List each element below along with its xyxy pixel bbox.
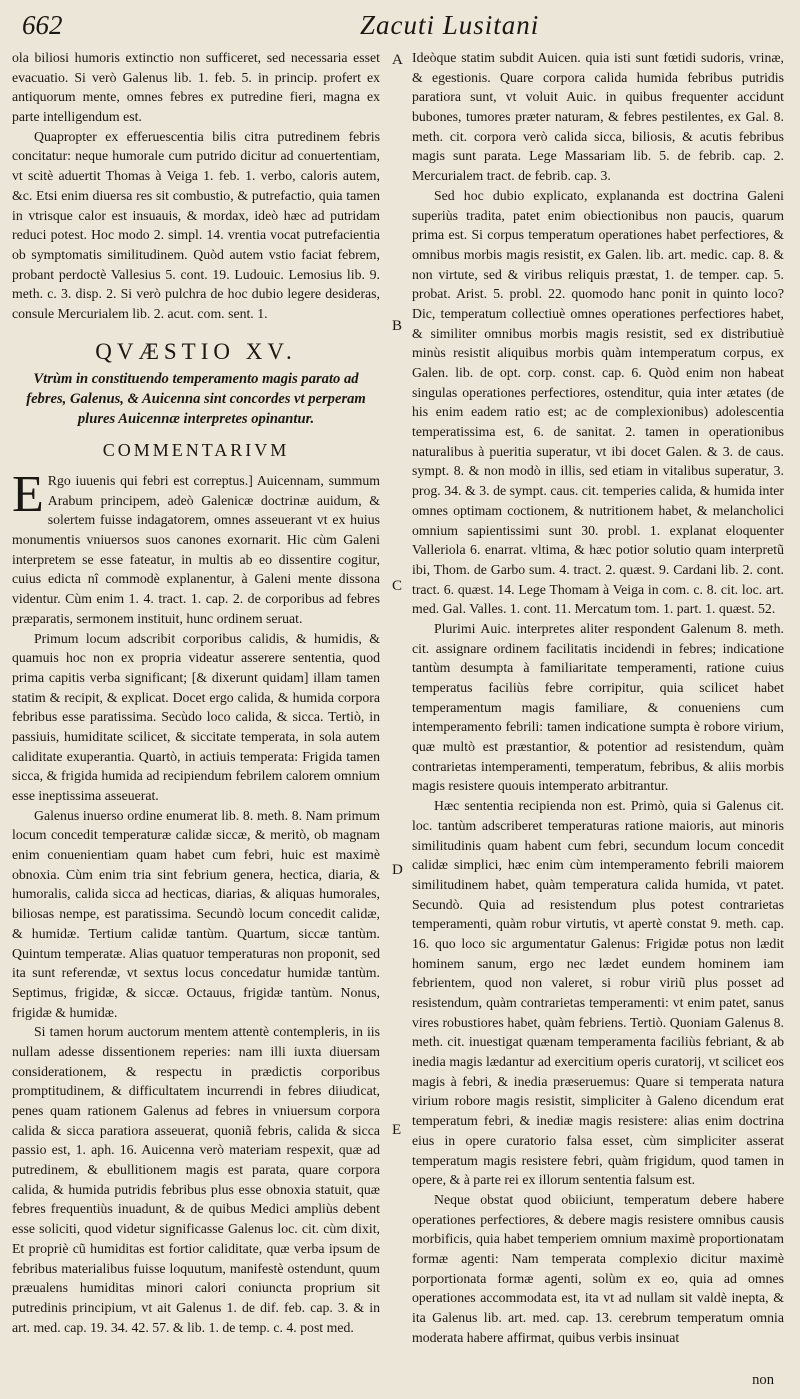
paragraph-text: Rgo iuuenis qui febri est correptus.] Auicennam, summum Arabum principem, adeò Galenicæ doctrinæ auidum, & solertem fuisse indagatorem, omnes asseuerant vt ex huius monumentis vniuersos suos canones exornarit. Hic cùm Galeni interpretem se esse fateatur, in multis ab eo dissentire cogitur, cuius edicta nî commodè explanentur, à Galeni mente dissona videntur. Cùm enim 1. 4. tract. 1. cap. 2. de corporibus ad febres præparatis, sermonem instituit, hunc ordinem seruat. (12, 473, 380, 626)
paragraph: Plurimi Auic. interpretes aliter respondent Galenum 8. meth. cit. assignare ordinem facilitatis incidendi in febres; indicatione tantùm desumpta à familiaritate temperamenti, ratione cuius temperatus faciliùs febre corripitur, quia scilicet habet temperamentum magis familiare, & conueniens cum intemperamento febrili: tamen indicatione sumpta è robore virium, quæ multò est præstantior, & potentior ad resistendum, quàm contrarietas intemperamenti, temperatum, febribus, & aliis morbis magis resistere quouis intemperato arbitrantur. (412, 620, 784, 794)
paragraph: Sed hoc dubio explicato, explananda est doctrina Galeni superiùs tradita, patet enim obiectionibus non paucis, quarum prima est. Si corpus temperatum operationes habet perfectiores, & omnibus morbis magis resistit, ex Galen. lib. art. medic. cap. 8. & non virtute, sed & viribus reliquis præstat, 1. de temper. cap. 5. probat. Arist. 5. probl. 22. quomodo hanc ponit in quinto loco? Dic, temperatum collectiuè omnes operationes perfectiores habet, & similiter omnibus morbis magis resistit, sed ex distributiuè minùs resistit aliquibus morbis quàm intemperatum corpus, ex Galen. lib. de opt. corp. const. cap. 6. Quòd enim non habeat singulas operationes perfectiores, ostenditur, quia inter ætates (de his enim eadem ratio est; ac de complexionibus) adolescentia temperatissima est, 6. de sanitat. 2. tamen in operationibus naturalibus à pueritia superatur, vt ibi docet Galen. & 3. de caus. sympt. 8. & non modò in illis, sed etiam in vitalibus superatur, 3. prog. 34. & 3. de sympt. caus. cit. temperies calida, & humida inter omnes optimam coctionem, & nutritionem habet, & melancholici omnium sapientissimi sunt 30. probl. 1. explanat eloquenter Valleriola 6. enarrat. vltima, & hæc potior solutio quam interpretũ ibi, Thom. de Garbo sum. 4. tract. 2. quæst. 9. Cardani lib. 2. cont. tract. 6. quæst. 14. Lege Thomam à Veiga in com. c. 8. cit. loc. art. med. Gal. Valles. 1. cont. 11. Mercatum tom. 1. part. 1. quæst. 52. (412, 187, 784, 617)
margin-letter-e: E (392, 1122, 402, 1138)
paragraph: ola biliosi humoris extinctio non sufficeret, sed necessaria esset evacuatio. Si verò Galenus lib. 1. feb. 5. in princip. profert ex antiquorum mente, omnes febres ex putredine fieri, magna ex parte intelligendum est. (12, 50, 380, 125)
catchword: non (752, 1372, 774, 1388)
paragraph: Neque obstat quod obiiciunt, temperatum debere habere operationes perfectiores, & debere magis resistere omnibus causis morbificis, quia habet temperiem omnium maximè proportionatam formæ agenti: Nam temperata complexio dicitur maximè porportionata formæ agenti, solùm ex eo, quia ad omnes operationes accommodata est, ita vt ad nullam sit valdè inepta, & ita Galenus lib. art. med. cap. 13. cerebrum temperatum omnia moderata habere affirmat, quibus verbis insinuat (412, 1191, 784, 1345)
margin-letter-b: B (392, 318, 403, 334)
question-title: QVÆSTIO XV. (95, 338, 297, 364)
left-column (12, 48, 380, 1337)
right-column (412, 48, 784, 1347)
running-title: Zacuti Lusitani (360, 10, 540, 40)
paragraph: Ideòque statim subdit Auicen. quia isti sunt fœtidi sudoris, vrinæ, & egestionis. Quare corpora calida humida febribus putridis paratiora sunt, vt voluit Auic. in quibus frequenter accidunt bubones, tumores præter naturam, & febres pestilentes, ex Gal. 8. meth. cit. corpora verò calida sicca, biliosis, & acutis febribus magis sunt parata. Lege Massariam lib. 5. de febrib. cap. 2. Mercurialem tract. de febrib. cap. 3. (412, 50, 784, 184)
question-subtitle: Vtrùm in constituendo temperamento magis parato ad febres, Galenus, & Auicenna sint concordes vt perperam plures Auicennæ interpretes opinantur. (26, 371, 366, 428)
paragraph (12, 466, 380, 629)
paragraph: Galenus inuerso ordine enumerat lib. 8. meth. 8. Nam primum locum concedit temperaturæ calidæ siccæ, & meritò, ob magnam enim conuenientiam quam habet cum febri, huic est maximè obnoxia. Cùm enim tria sint febrium genera, hectica, diaria, & humoralis, calida sicca ad hecticas, diarias, & aliquas humorales, biliosas nempe, est paratissima. Secundò locum concedit calidæ, & humidæ. Tertium calidæ tantùm. Quartum, siccæ tantùm. Quintum temperatæ. Alias quatuor temperaturas non proponit, sed ita sunt referendæ, vt sextus locus concedatur humidæ tantùm. Septimus, frigidæ, & siccæ. Octauus, frigidæ tantùm. Nonus, frigidæ & humidæ. (12, 807, 380, 1020)
margin-letter-d: D (392, 862, 403, 878)
paragraph: Primum locum adscribit corporibus calidis, & humidis, & quamuis hoc non ex propria videatur asserere sententia, quod prima capitis verba significant; [& dixerunt quidam] illam tamen statim & recipit, & explicat. Docet ergo calida, & humida corpora febribus esse paratissima. Secùdo loco calida, & sicca. Tertiò, in passiuis, humiditate scilicet, & siccitate temperata, in sola autem caliditate exuperantia. Quartò, in actiuis temperata: Frigida tamen sicca, & frigida humida ad recipiendum febrilem calorem omnium esse ineptissima asseuerat. (12, 630, 380, 803)
drop-cap: E (12, 466, 44, 523)
paragraph: Si tamen horum auctorum mentem attentè contempleris, in iis nullam adesse dissentionem reperies: nam illi iuxta diuersam considerationem, & respectu in prædictis corporibus promptitudinem, & difficultatem incurrendi in febres diiudicat, penes quam rationem Galenus ad febres in vniuersum corpora calida & sicca paratiora asseuerat, quoniã febris, calida & sicca passio est, 1. aph. 16. Auicenna verò materiam respexit, quæ ad putredinem, & ebullitionem magis est parata, quare corpora calida, & humida putridis febribus plus esse obnoxia statuit, quæ febres frequentiùs inuadunt, & de quibus Medici ampliùs debent esse soliciti, quod videtur significasse Galenus loc. cit. cùm dixit, Et propriè cũ humiditas est fortior caliditate, quæ verba ipsum de febribus materialibus fuisse loquutum, manifestè ostendunt, quum præualens humiditas minori calori coniuncta proprium sit putredinis principium, vt ait Galenus 1. de dif. feb. cap. 3. & in art. med. cap. 19. 34. 42. 57. & lib. 1. de temp. c. 4. post med. (12, 1024, 380, 1335)
margin-letter-a: A (392, 52, 403, 68)
page-number: 662 (22, 10, 63, 40)
page-header (22, 10, 770, 44)
paragraph: Hæc sententia recipienda non est. Primò, quia si Galenus cit. loc. tantùm adscriberet temperaturas ratione maioris, aut minoris similitudinis quam habent cum febri, secundum locum concedit calidæ simplici, hæc enim cùm intemperamento febrili maiorem similitudinem habet, quàm temperatura calida humida, vt patet. Secundò. Quia ad resistendum plus potest contrarietas temperamenti, quàm robur virtutis, vt apertè constat 9. meth. cap. 16. quo loco sic argumentatur Galenus: Frigidæ potus non lædit hominem sanum, ergo nec lædet eundem hominem iam febrientem, quod non valeret, si robur viriũ plus posset ad resistendum, quàm contrarietas temperamenti: vt enim patet, sanus vires robustiores habet, quàm febriens. Tertiò. Quoniam Galenus 8. meth. cit. inuestigat quænam temperamenta faciliùs febriant, & ab inedia magis lædantur ad exercitium operis curatorij, vt scilicet eos magis à febri, & inedia præseruemus: Quare si temperata natura virium robore magis resistit, simpliciter à Galeno dicendum erat temperatum febri, & inediæ magis resistere: alias enim doctrina eius in opere curatorio falsa esset, cùm simpliciter asserat temperatum magis resistere febri, quàm frigidum, quod tamen in opere, & à parte rei ex illorum sententia falsum est. (412, 798, 784, 1188)
commentary-heading: COMMENTARIVM (102, 440, 290, 461)
paragraph: Quapropter ex efferuescentia bilis citra putredinem febris concitatur: neque humorale cum putrido dicitur ad conuertentiam, vt scitè aduertit Thomas à Veiga 1. feb. 1. verbo, caloris autem, &c. Etsi enim diuersa res sit combustio, & putrefactio, quia tamen in vtrisque calor est insuauis, & mordax, ideò hæc ad putridam reduci potest. Hoc modo 2. simpl. 14. vrentia vocat putrefacientia ob symptomatis similitudinem. Quòd autem vstio faciat febrem, probant perdoctè Vallesius 5. cont. 19. Ludouic. Lemosius lib. 9. meth. c. 3. disp. 2. Si verò pulchra de hoc dubio legere desideras, consule Mercurialem lib. 2. acut. com. sent. 1. (12, 128, 380, 321)
margin-letter-c: C (392, 578, 403, 594)
